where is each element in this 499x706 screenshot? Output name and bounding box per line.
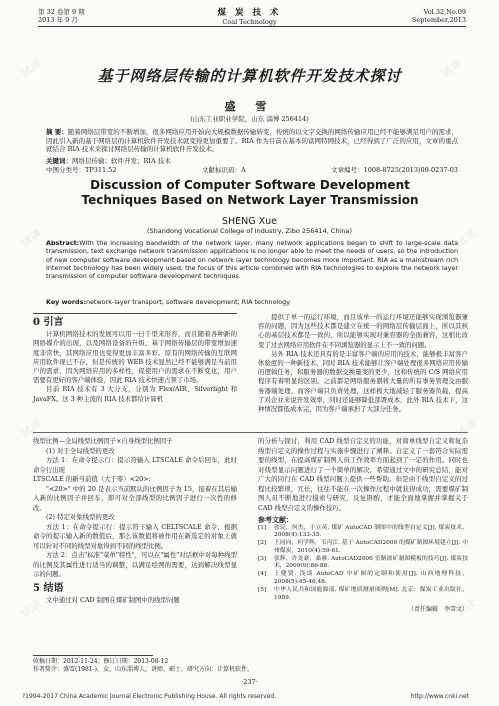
affiliation-en: (Shandong Vocational College of Industry, Zibo 256414, China) <box>146 227 353 235</box>
reference-text: 王同向，何学辉，韦丙江. 基于 AutoCAD2009 的煤矿制图环境建立[J]. 中州煤炭，2010(4):59-61. <box>274 540 468 554</box>
linetype-formula: 线型比例—全局线型比例因子×自身线型比例因子 <box>33 437 173 445</box>
affiliation-cn: (山东工业职业学院，山东 淄博 256414) <box>190 115 309 123</box>
responsible-editor: （责任编辑 李雪文） <box>407 606 468 614</box>
clc-number: 中图分类号：TP311.52 <box>46 166 117 174</box>
references-heading: 参考文献： <box>258 515 293 524</box>
reference-item <box>258 571 468 587</box>
received-date: 收稿日期：2012-11-24；修订日期：2013-08-12 <box>33 658 169 665</box>
title-cn: 基于网络层传输的计算机软件开发技术探讨 <box>97 67 402 85</box>
abstract-cn-text: 随着网络层带宽的不断增加，很多网络应用开始向大规模数据传输转变，传统的以文字交换的网络传输应用已经不能够满足用户的需求，因此引入新的基于网络层的计算机软件开发技术就变得更加重要了。RIA 作为目前在基本的富网特网技术，已经得到了广泛的应用，文章的重点就结合 RIA 技术来探讨网络层传输的计算机软件开发技术。 <box>46 128 459 154</box>
watermark: 试读 <box>453 416 479 441</box>
footnote-rule <box>33 655 153 656</box>
reference-number: [1] <box>258 524 267 531</box>
classification-row <box>46 166 458 175</box>
watermark: 试读 <box>18 226 44 251</box>
watermark: 试读 <box>18 56 44 81</box>
reference-item <box>258 587 468 603</box>
upper-left-column <box>33 313 237 404</box>
reference-number: [3] <box>258 555 267 562</box>
lower-right-column <box>258 437 468 615</box>
ltscale-prompt: LTSCALE 的新当前值（大于零）<20>: <box>33 475 151 483</box>
conclusion-continued: 的分析与探讨，利用 CAD 线型自定义的功能，对简单线型自定义和复杂线型自定义的操作过程与实施步骤进行了阐释。自定义了一套符合实际需要的线型，在提高煤矿制图人员工作效率方面起到了一定的作用。同时也对线型显示问题进行了一个简单的解决。希望通过文中的研究总结，能对广大的同行在 CAD 线型问题上提供一些帮助。但是由于线型自定义的过程比较繁琐，冗长，往往不能在一次操作过程中就获得成功，需要煤矿制图人员不断地进行摸索与研究，反复斟酌，才能全面地掌握并掌握关于 CAD 线型自定义的操作技巧。 <box>258 437 468 512</box>
article-id: 文章编号：1008-8725(2013)09-0237-03 <box>331 166 458 174</box>
reference-text: 张辉，许龙豪，桑睿. AutoCAD2006 室制深矿制图模板的技巧[J]. 煤炭技术，2009(9):86-88. <box>274 555 468 570</box>
volume-issue-en: Vol.32,No.09 <box>423 8 466 16</box>
intro-paragraph-2: 目前 RIA 技术有 3 大分支，分别为 Flex/AIR、Silverlight 和 JavaFX。这 3 种主流的 RIA 技术都给计算机 <box>33 385 237 403</box>
footnote <box>33 658 468 674</box>
reference-number: [5] <box>258 586 267 593</box>
watermark: 试读 <box>18 596 44 621</box>
reference-number: [4] <box>258 571 267 578</box>
author-en: SHENG Xue <box>221 216 278 227</box>
copyright-text: ?1994-2017 China Academic Journal Electronic Publishing House. All rights reserved. <box>22 693 277 700</box>
issue-date: 2013 年 9 月 <box>38 16 78 24</box>
reference-number: [2] <box>258 540 267 547</box>
object-method-1: 方法 1：在命令提示行：提示符下输入 CELTSCALE 命令，根据命令的提示输入新的数值后，那么该数值将被作用在新选定的对象上就可以针对不同的线型对象得到不同的线型比例。 <box>33 522 237 550</box>
keywords-en <box>46 298 458 306</box>
author-bio: 作者简介：盛雪(1981-)，女，山东淄博人，讲师，硕士，研究方向：计算机软件。 <box>33 666 253 673</box>
reference-text: 王健贤. 浅谈 AutoCAD 中矿图的定制和使用[J]. 山西地理科技，2008(5):45-46,48. <box>274 571 468 586</box>
reference-item <box>258 525 468 541</box>
author-cn: 盛 雪 <box>224 100 275 113</box>
keywords-cn-label: 关键词： <box>46 157 72 165</box>
article-divider <box>33 432 468 433</box>
keywords-en-label: Key words: <box>46 298 86 306</box>
reference-text: 张民，何杰，于立英. 煤矿 AutoCAD 制图中的线型自定义[J]. 煤炭技术，2008(4):133-35. <box>274 524 468 539</box>
object-method-2: 方法 2：点击"标准"菜单"特性"，可以在"属性"对话框中对每种线型的比例及其属性进行适当的调整，以满足绘图的需要，达到解决线型显示的问题。 <box>33 551 237 578</box>
journal-name-cn: 煤 炭 技 术 <box>217 8 282 18</box>
abstract-en-text: With the increasing bandwidth of the network layer, many network applications began to shift to large-scale data transmission, text exchange network transmission applications is no longer able to meet the needs of users, so the introduction of new computer software development based on network layer technology becomes more important. RIA as a mainstream rich Internet technology has been widely used, the focus of this article combined with RIA technologies to explore the network layer transmission of computer software development techniques. <box>46 239 458 281</box>
page-number: ·237· <box>241 678 258 686</box>
section-heading-intro: 0 引言 <box>33 317 64 328</box>
journal-name-en: Coal Technology <box>222 18 277 26</box>
site-url: http://www.cnki.net <box>410 693 469 700</box>
title-en: Discussion of Computer Software Development Techniques Based on Network Layer Transmission <box>81 178 419 207</box>
upper-right-column <box>258 313 468 414</box>
keywords-cn <box>46 157 458 166</box>
keywords-en-text: network-layer transport; software development; RIA technology <box>85 298 291 306</box>
keywords-cn-text: 网络层传输；软件开发；RIA 技术 <box>72 157 171 165</box>
conclusion-paragraph: 文中通过对 CAD 制图在煤矿制图中的线型问题 <box>46 596 180 604</box>
abstract-en <box>46 239 458 280</box>
object-linetype-heading: (2) 特定对象线型的更改 <box>46 513 115 521</box>
watermark: 试读 <box>18 416 44 441</box>
section-heading-conclusion: 5 结语 <box>33 582 64 594</box>
ltscale-explanation: "<20>" 中的 20 是表示当前默认的比例因子为 15，接着在其后输入新的比例因子并回车，即可对全部线型的比例因子进行一次性的修改。 <box>33 484 237 512</box>
reference-item <box>258 556 468 572</box>
abstract-cn-label: 摘 要： <box>46 128 68 136</box>
reference-text: 中华人民共和国能源部. 煤矿地质测量图例[M]. 北京：煤炭工业出版社，1989. <box>274 586 468 601</box>
watermark: 试读 <box>453 596 479 621</box>
lower-left-column <box>33 437 237 606</box>
header-rule <box>38 26 466 27</box>
abstract-en-label: Abstract: <box>46 239 80 247</box>
reference-item <box>258 540 468 556</box>
global-linetype-heading: (1) 对于全局线型的更改 <box>46 446 115 455</box>
reference-list <box>258 525 468 603</box>
watermark: 试读 <box>453 226 479 251</box>
abstract-cn <box>46 128 458 154</box>
body-top-rule-left <box>33 313 237 314</box>
issue-date-en: September,2013 <box>411 16 466 24</box>
watermark: 试读 <box>438 56 464 81</box>
intro-paragraph-1: 计算机网络技术的发展可以用一日千里来形容，而且随着各种新的网络媒介的出现，以及网络设备的升级，基于网络传输层的带宽增加速度非常快，其网络应用也变得更加丰富多彩。原有的网络传输的互联网应用软件现已不存，但是传统的 WEB 技术显然已经不能够满足当前用户的需求，因为网络应用的多样性，促使用户的需求在不断变化，用户需要有更好的客户端体验，因此 RIA 技术快速占领了市场。 <box>33 330 237 385</box>
volume-issue: 第 32 卷第 9 期 <box>38 8 85 16</box>
right-paragraph-2: 另外 RIA 技术还具有的是丰富客户端的应用的技术，能够极丰富客户体验度的一种新技术，同时 RIA 技术能够让客户端处理很多网络应用传输的逻辑任务，和服务器的数据交换量变的更少，这和传统的 C/S 网络应用程序有着明显的区别。之前都是网络服务器将大量的所有事务管理交由服务器端处理，而客户端只负责处理，这样极大地减轻了服务器负载，提高了对企业来说开发效率，同时还能够降低部署成本，此外 RIA 技术下，这种情况都低成本完，因为客户端承担了大部分任务。 <box>258 349 468 414</box>
global-method-1: 方法 1：在命令提示行：提示符输入 LTSCALE 命令后回车，此时命令行出现 <box>33 456 237 474</box>
document-code: 文献标识码：A <box>201 166 246 174</box>
right-paragraph-1: 提供了单一的运行环境，而且该单一的运行环境还能够实现浏览器兼容的问题，因为这些技术都是建立在统一的网络层传输层面上，所以其核心的基层技术都是一致的，所以能够实现对兼容器的全面兼容，这相比改变了过去网络应用软件在不同浏览器的显示上不一致的问题。 <box>258 313 468 349</box>
header-right <box>412 8 466 24</box>
